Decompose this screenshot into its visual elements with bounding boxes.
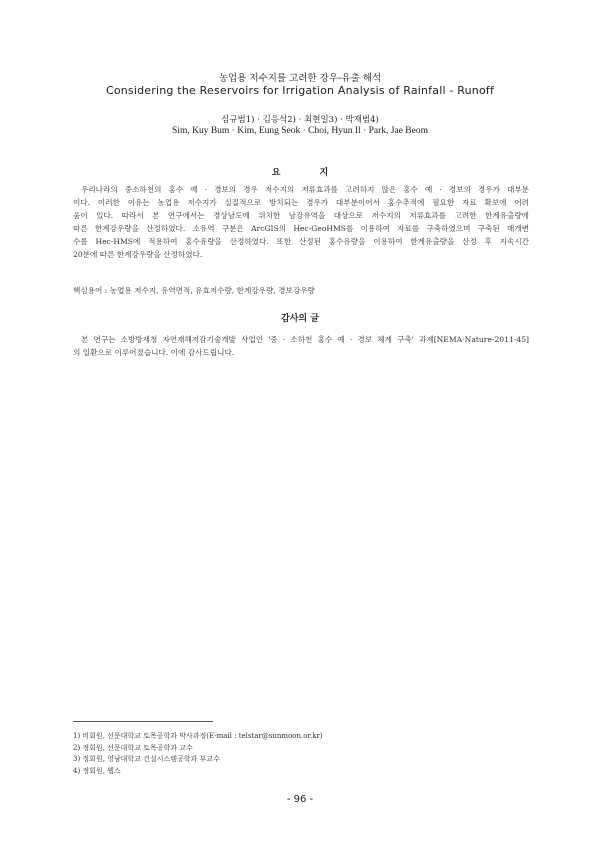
- keywords: 핵심용어 : 농업용 저수지, 유역면적, 유효저수량, 한계강우량, 경보강우량: [73, 286, 315, 295]
- title-korean: 농업용 저수지를 고려한 강우-유출 해석: [218, 73, 382, 84]
- authors-english: Sim, Kuy Bum · Kim, Eung Seok · Choi, Hyun Il · Park, Jae Beom: [172, 126, 428, 136]
- acknowledgement-line: 본 연구는 소방방재청 자연재해저감기술개발 사업인 '중 · 소하천 홍수 예 · 경보 체계 구축' 과제[NEMA-Nature-2011-45]: [81, 335, 529, 344]
- acknowledgement-heading: 감사의 글: [281, 314, 319, 324]
- abstract-line: 수를 Hec-HMS에 적용하여 홍수유량을 산정하였다. 또한 산정된 홍수유량을 이용하여 한계유출량을 산정 후 지속시간: [73, 236, 529, 246]
- abstract-line: 따른 한계강우량을 산정하였다. 소유역 구분은 ArcGIS의 Hec-GeoHMS를 이용하여 자료를 구축하였으며 구축된 매개변: [73, 223, 529, 233]
- footnote: 3) 정회원, 영남대학교 건설시스템공학과 부교수: [73, 755, 220, 764]
- abstract-line: 우리나라의 중소하천의 홍수 예 · 경보의 경우 저수지의 저류효과를 고려하지 않은 홍수 예 · 경보의 경우가 대부분: [81, 185, 529, 194]
- page-number: - 96 -: [286, 794, 314, 805]
- abstract-line: 20분에 따른 한계강우량을 산정하였다.: [73, 249, 203, 259]
- footnote: 2) 정회원, 선문대학교 토목공학과 교수: [73, 743, 193, 752]
- footnote-divider: [73, 721, 213, 722]
- footnotes: [73, 731, 529, 777]
- abstract-line: 이다. 이러한 이유는 농업용 저수지가 실질적으로 방치되는 경우가 대부분이어서 홍수추적에 필요한 자료 확보에 어려: [73, 197, 529, 207]
- abstract-heading: 요 지: [271, 168, 347, 178]
- footnote: 1) 비회원, 선문대학교 토목공학과 박사과정(E-mail : telstar@sunmoon.or.kr): [73, 732, 323, 740]
- footnote: 4) 정회원, 웹스: [73, 766, 121, 775]
- title-english: Considering the Reservoirs for Irrigation Analysis of Rainfall - Runoff: [105, 84, 495, 97]
- authors-korean: 심규범1) · 김응석2) · 최현일3) · 박재범4): [221, 115, 379, 125]
- acknowledgement-body: [73, 334, 529, 360]
- abstract-body: [73, 184, 529, 261]
- abstract-line: 움이 있다. 따라서 본 연구에서는 경상남도에 위치한 남강유역을 대상으로 저수지의 저류효과를 고려한 한계유출량에: [73, 210, 529, 220]
- acknowledgement-line: 의 일환으로 이루어졌습니다. 이에 감사드립니다.: [73, 347, 235, 357]
